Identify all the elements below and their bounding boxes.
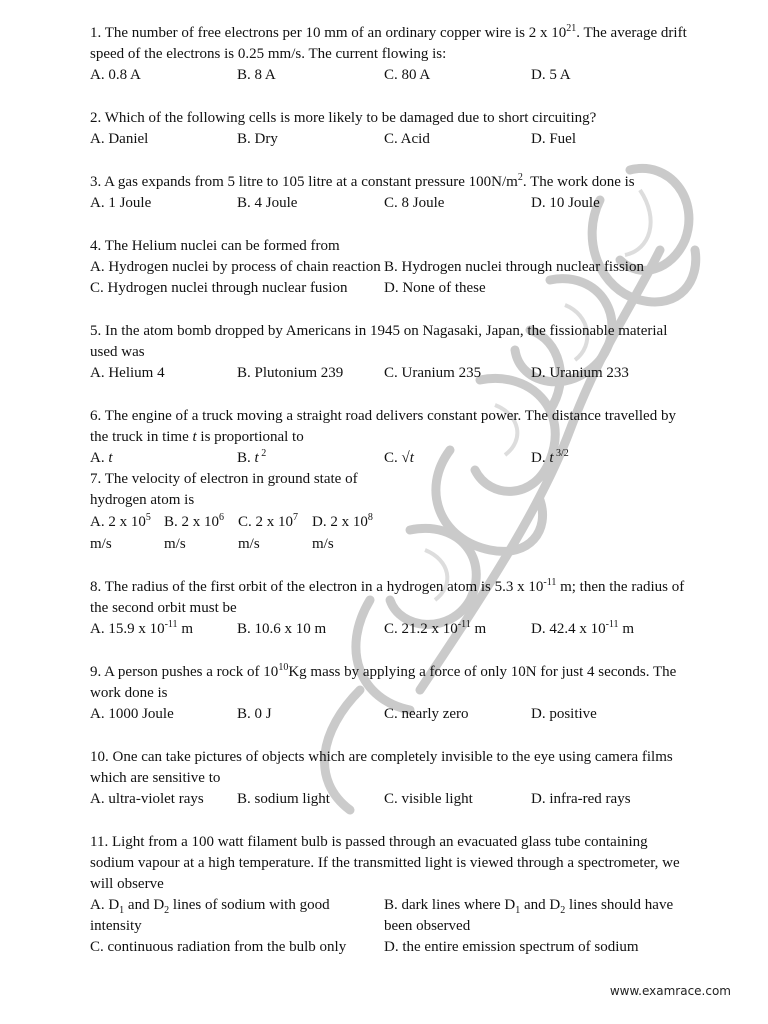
option-b: B. 4 Joule [237, 195, 298, 211]
options-row [90, 789, 690, 810]
options-grid [90, 257, 690, 299]
option-d: D. t $^{3/2}$ [531, 448, 569, 466]
option-a: A. 1000 Joule [90, 706, 174, 722]
option-b: B. Dry [237, 131, 278, 147]
option-b: B. Plutonium 239 [237, 365, 344, 381]
option-b: B. sodium light [237, 791, 330, 807]
options-row [90, 448, 690, 469]
option-a: A. 0.8 A [90, 67, 141, 83]
options-row [90, 511, 690, 555]
question-11 [90, 832, 690, 958]
option-c: C. Hydrogen nuclei through nuclear fusion [90, 280, 348, 296]
option-c: C. Uranium 235 [384, 365, 482, 381]
option-d: D. None of these [384, 280, 486, 296]
option-d: D. 10 Joule [531, 195, 600, 211]
option-b: B. 2 x $10^6$ m/s [164, 512, 225, 552]
option-b: B. Hydrogen nuclei through nuclear fission [384, 259, 644, 275]
option-a: A. 15.9 x $10^{-11}$ m [90, 619, 193, 637]
option-b: B. 0 J [237, 706, 272, 722]
option-a: A. Daniel [90, 131, 149, 147]
question-5 [90, 321, 690, 384]
question-text: 4. The Helium nuclei can be formed from [90, 238, 340, 254]
question-text: 9. A person pushes a rock of $10^{10}Kg$ mass by applying a force of only 10N for just 4 seconds. The work done is [90, 662, 677, 701]
option-a: A. ultra-violet rays [90, 791, 204, 807]
question-4 [90, 236, 690, 299]
option-a: A. Hydrogen nuclei by process of chain reaction [90, 259, 381, 275]
question-sheet [90, 23, 690, 958]
option-a: A. $D_1$ and $D_2$ lines of sodium with good intensity [90, 897, 330, 934]
option-c: C. 2 x $10^7$ m/s [238, 512, 299, 552]
options-row [90, 129, 690, 150]
option-b: B. 8 A [237, 67, 276, 83]
question-text: 8. The radius of the first orbit of the electron in a hydrogen atom is 5.3 x $10^{-11}$ m; then the radius of the second orbit must be [90, 577, 685, 616]
option-c: C. 21.2 x $10^{-11}$ m [384, 619, 487, 637]
options-row [90, 65, 690, 86]
question-text: 10. One can take pictures of objects which are completely invisible to the eye using camera films which are sensitive to [90, 749, 673, 786]
option-d: D. Fuel [531, 131, 576, 147]
question-2 [90, 108, 690, 150]
footer-url[interactable]: www.examrace.com [609, 984, 731, 998]
question-text: 3. A gas expands from 5 litre to 105 litre at a constant pressure $100N/m^2$. The work done is [90, 172, 635, 190]
question-text: 6. The engine of a truck moving a straight road delivers constant power. The distance travelled by the truck in time t is proportional to [90, 408, 676, 445]
option-c: C. Acid [384, 131, 430, 147]
options-row [90, 193, 690, 214]
option-a: A. 2 x $10^5$ m/s [90, 512, 151, 552]
option-a: A. 1 Joule [90, 195, 152, 211]
option-d: D. infra-red rays [531, 791, 631, 807]
option-a: A. t [90, 450, 113, 466]
options-grid [90, 895, 690, 958]
question-text: 1. The number of free electrons per 10 mm of an ordinary copper wire is 2 x $10^{21}$. The average drift speed of the electrons is 0.25 mm/s. The current flowing is: [90, 23, 687, 62]
question-3 [90, 172, 690, 214]
option-a: A. Helium 4 [90, 365, 165, 381]
option-d: D. positive [531, 706, 597, 722]
question-text: 11. Light from a 100 watt filament bulb is passed through an evacuated glass tube containing sodium vapour at a high temperature. If the transmitted light is viewed through a spectrometer, we will observe [90, 834, 680, 892]
option-c: C. 8 Joule [384, 195, 445, 211]
question-9 [90, 662, 690, 725]
option-c: C. continuous radiation from the bulb only [90, 939, 347, 955]
option-d: D. Uranium 233 [531, 365, 629, 381]
options-row [90, 363, 690, 384]
option-c: C. visible light [384, 791, 473, 807]
option-d: D. 42.4 x $10^{-11}$ m [531, 619, 634, 637]
question-1 [90, 23, 690, 86]
question-10 [90, 747, 690, 810]
option-c: C. nearly zero [384, 706, 469, 722]
option-c: C. 80 A [384, 67, 431, 83]
option-c: C. √t [384, 450, 414, 466]
option-b: B. t $^2$ [237, 448, 267, 466]
option-d: D. the entire emission spectrum of sodium [384, 939, 639, 955]
option-b: B. 10.6 x 10 m [237, 621, 327, 637]
option-d: D. 2 x $10^8$ m/s [312, 512, 373, 552]
question-text: 7. The velocity of electron in ground state of hydrogen atom is [90, 471, 358, 508]
options-row [90, 704, 690, 725]
question-text: 2. Which of the following cells is more likely to be damaged due to short circuiting? [90, 110, 597, 126]
question-6 [90, 406, 690, 469]
question-text: 5. In the atom bomb dropped by Americans in 1945 on Nagasaki, Japan, the fissionable material used was [90, 323, 668, 360]
question-8 [90, 577, 690, 640]
question-7 [90, 469, 690, 555]
options-row [90, 619, 690, 640]
option-b: B. dark lines where $D_1$ and $D_2$ lines should have been observed [384, 897, 674, 934]
option-d: D. 5 A [531, 67, 571, 83]
